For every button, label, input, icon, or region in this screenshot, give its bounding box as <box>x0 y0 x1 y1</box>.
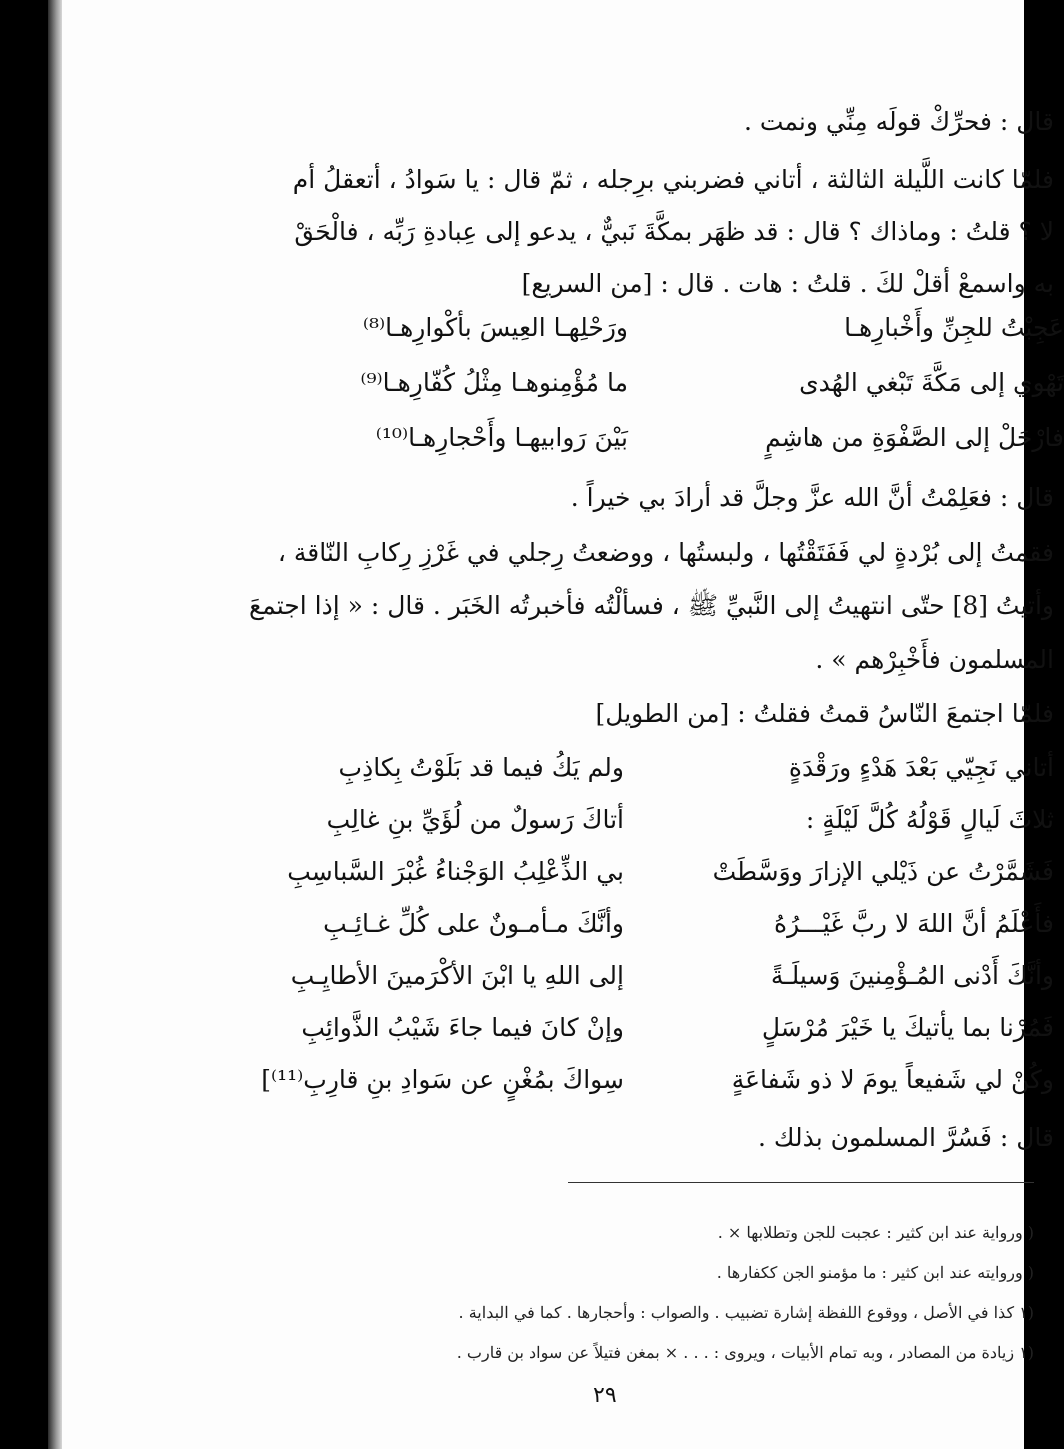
footnote-2: ( وروايته عند ابن كثير : ما مؤمنو الجن ككفارها . <box>716 1263 1034 1282</box>
footnote-4: (١ زيادة من المصادر ، وبه تمام الأبيات ، ويروى : . . . × بمغن فتيلاً عن سواد بن قارب . <box>456 1343 1034 1362</box>
footnote-separator <box>568 1182 1034 1183</box>
prose2-line-2: فقمتُ إلى بُرْدةٍ لي فَفَتَقْتُها ، ولبستُها ، ووضعتُ رِجلي في غَرْزِ رِكابِ النّاقة ، <box>277 538 1054 567</box>
verse-hemistich-right: فَمُرْنا بما يأتيكَ يا خَيْرَ مُرْسَلٍ <box>761 1013 1054 1042</box>
prose-line-4: به واسمعْ أقلْ لكَ . قلتُ : هات . قال : [من السريع] <box>521 269 1054 298</box>
prose2-line-4: المسلمون فأَخْبِرْهم » . <box>815 645 1054 674</box>
verse-hemistich-left: وإنْ كانَ فيما جاءَ شَيْبُ الذَّوائِبِ <box>301 1013 624 1042</box>
page-number: ٢٩ <box>593 1383 617 1408</box>
prose-line-3: لا ؟ قلتُ : وماذاك ؟ قال : قد ظهَر بمكَّةَ نَبيٌّ ، يدعو إلى عِبادةِ رَبِّه ، فالْحَقْ <box>294 217 1054 246</box>
verse-hemistich-left: ولم يَكُ فيما قد بَلَوْتُ بِكاذِبِ <box>338 753 624 782</box>
prose-line-1: قال : فحرِّكْ قولَه مِنِّي ونمت . <box>744 107 1054 136</box>
verse-hemistich-right: أتاني نَجِيّي بَعْدَ هَدْءٍ ورَقْدَةٍ <box>788 753 1054 782</box>
prose2-line-3: وأتيتُ [8] حتّى انتهيتُ إلى النَّبيِّ ﷺ ، فسألْتُه فأخبرتُه الخَبَر . قال : « إذا اجتمعَ <box>248 591 1054 620</box>
verse-hemistich-right: فَشَمَّرْتُ عن ذَيْلي الإزارَ ووَسَّطَتْ <box>712 857 1054 886</box>
book-page <box>48 0 1064 1449</box>
verse-hemistich-right: وكُنْ لي شَفيعاً يومَ لا ذو شَفاعَةٍ <box>731 1065 1054 1094</box>
verse-hemistich-left: وأنَّكَ مـأمـونٌ على كُلِّ غـائِـبِ <box>323 909 624 938</box>
verse-hemistich-left: إلى اللهِ يا ابْنَ الأكْرَمينَ الأطايِـبِ <box>290 961 624 990</box>
prose2-line-1: قال : فعَلِمْتُ أنَّ الله عزَّ وجلَّ قد أرادَ بي خيراً . <box>570 483 1054 512</box>
prose2-line-5: فلمّا اجتمعَ النّاسُ قمتُ فقلتُ : [من الطويل] <box>595 699 1054 728</box>
verse-hemistich-right: فارْحَلْ إلى الصَّفْوَةِ من هاشِمٍ <box>765 423 1064 452</box>
page-binding-shadow <box>48 0 62 1449</box>
verse-hemistich-left: سِواكَ بمُغْنٍ عن سَوادِ بنِ قارِبِ⁽¹¹⁾] <box>261 1065 624 1094</box>
footnote-3: (١ كذا في الأصل ، ووقوع اللفظة إشارة تضبيب . والصواب : وأحجارها . كما في البداية . <box>458 1303 1034 1322</box>
verse-hemistich-right: فأَعْلَمُ أنَّ اللهَ لا ربَّ غَيْـــرُهُ <box>773 909 1054 938</box>
verse-hemistich-right: تَهْوي إلى مَكَّةَ تَبْغي الهُدى <box>799 368 1064 397</box>
verse-hemistich-left: بي الذِّعْلِبُ الوَجْناءُ غُبْرَ السَّباسِبِ <box>287 857 624 886</box>
verse-hemistich-right: ثلاثَ لَيالٍ قَوْلُهُ كُلَّ لَيْلَةٍ : <box>805 805 1054 834</box>
verse-hemistich-right: عَجِبْتُ للجِنِّ وأَخْبارِهـا <box>844 313 1064 342</box>
closing-line: قال : فَسُرَّ المسلمون بذلك . <box>758 1123 1054 1152</box>
verse-hemistich-left: ما مُؤْمِنوهـا مِثْلُ كُفّارِهـا⁽⁹⁾ <box>360 368 628 397</box>
verse-hemistich-left: بَيْنَ رَوابيهـا وأَحْجارِهـا⁽¹⁰⁾ <box>375 423 628 452</box>
footnote-1: ( ورواية عند ابن كثير : عجبت للجن وتطلابها × . <box>717 1223 1034 1242</box>
prose-line-2: فلمّا كانت اللَّيلة الثالثة ، أتاني فضربني برِجله ، ثمّ قال : يا سَوادُ ، أتعقلُ أم <box>292 165 1054 194</box>
verse-hemistich-left: ورَحْلِهـا العِيسَ بأكْوارِهـا⁽⁸⁾ <box>362 313 628 342</box>
verse-hemistich-right: وأنَّكَ أَدْنى المُـؤْمِنينَ وَسيلَـةً <box>770 961 1054 990</box>
verse-hemistich-left: أتاكَ رَسولٌ من لُؤَيِّ بنِ غالِبِ <box>326 805 624 834</box>
